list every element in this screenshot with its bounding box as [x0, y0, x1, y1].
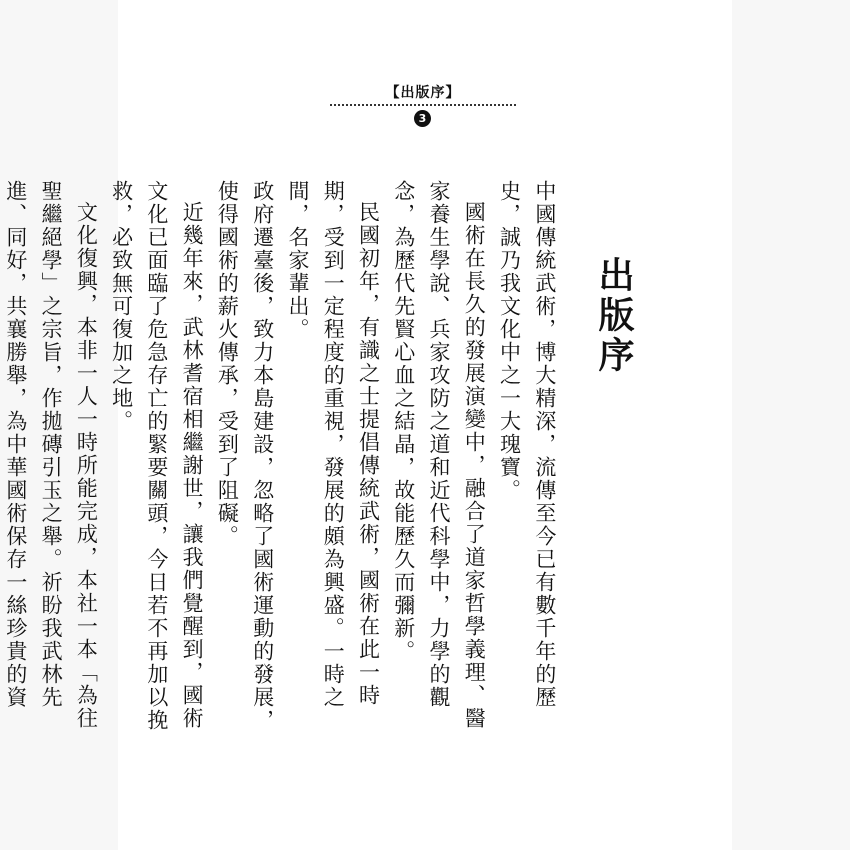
paragraph-6: 文化復興，本非一人一時所能完成，本社一本「為往聖繼絕學」之宗旨，作拋磚引玉之舉。祈盼我武林先進、同好，共襄勝舉，為中華國術保存一絲珍貴的資: [3, 180, 99, 730]
scan-margin-right: [732, 0, 850, 850]
header-label: 【出版序】: [385, 85, 461, 101]
paragraph-4: 政府遷臺後，致力本島建設，忽略了國術運動的發展，使得國術的薪火傳承，受到了阻礙。: [215, 180, 275, 732]
running-header: [330, 82, 516, 125]
page-title: 出版序: [593, 256, 634, 376]
paragraph-5: 近幾年來，武林耆宿相繼謝世，讓我們覺醒到，國術文化已面臨了危急存亡的緊要關頭，今日若不再加以挽救，必致無可復加之地。: [109, 180, 205, 732]
paragraph-3: 民國初年，有識之士提倡傳統武術，國術在此一時期，受到一定程度的重視，發展的頗為興盛。一時之間，名家輩出。: [285, 180, 381, 709]
vertical-text-body: [0, 180, 635, 740]
paragraph-1: 中國傳統武術，博大精深，流傳至今已有數千年的歷史，誠乃我文化中之一大瑰寶。: [497, 180, 557, 709]
page-number-badge: 3: [414, 110, 431, 127]
paragraph-2: 國術在長久的發展演變中，融合了道家哲學義理、醫家養生學說、兵家攻防之道和近代科學中，力學的觀念，為歷代先賢心血之結晶，故能歷久而彌新。: [391, 180, 487, 730]
header-dotted-rule: [330, 104, 516, 106]
